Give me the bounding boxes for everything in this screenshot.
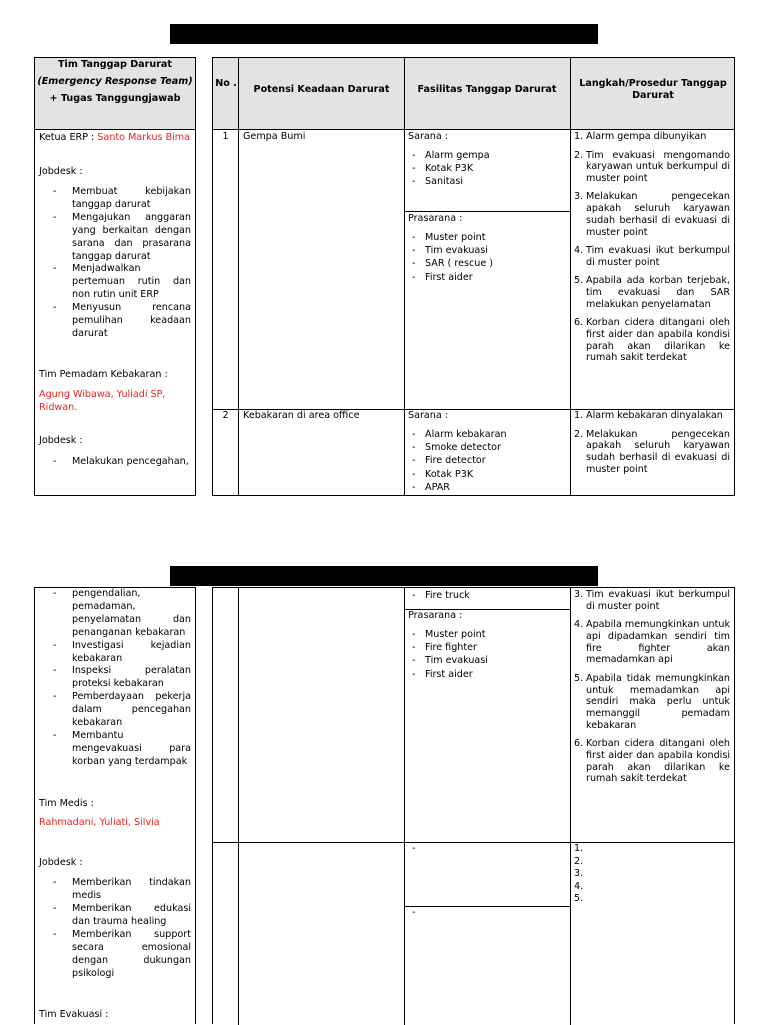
col-divider	[570, 58, 571, 495]
erp-team-panel	[34, 57, 196, 496]
list-item: - Muster point	[408, 628, 566, 641]
header-langkah: Langkah/Prosedur Tanggap Darurat	[579, 78, 727, 101]
col-divider	[404, 58, 405, 495]
list-item: - Kotak P3K	[408, 162, 566, 175]
row3-sarana-dash: -	[412, 843, 416, 854]
list-item: - Mengajukan anggaran yang berkaitan dengan sarana dan prasarana tanggap darurat	[39, 212, 191, 264]
page1-title-bar	[170, 24, 598, 44]
list-item: 5.	[574, 893, 584, 905]
list-item: - Smoke detector	[408, 441, 566, 454]
header-no: No .	[215, 78, 237, 89]
list-item: - APAR	[408, 481, 566, 494]
medis-label: Tim Medis :	[39, 797, 94, 809]
list-item: 3. Tim evakuasi ikut berkumpul di muster point	[574, 589, 730, 612]
list-item: 1. Alarm kebakaran dinyalakan	[574, 410, 723, 421]
ketua-line	[39, 132, 191, 145]
list-item: 5. Apabila ada korban terjebak, tim evakuasi dan SAR melakukan penyelamatan	[574, 275, 730, 310]
sarana-list	[408, 149, 566, 189]
row1-steps	[574, 131, 730, 371]
ketua-task-list	[39, 186, 191, 341]
jobdesk-label-3: Jobdesk :	[39, 856, 83, 868]
list-item: 3. Melakukan pengecekan apakah seluruh karyawan sudah berhasil di evakuasi di muster point	[574, 191, 730, 238]
list-item: - Melakukan pencegahan,	[39, 456, 191, 469]
col-divider	[404, 588, 405, 1025]
erp-team-subtitle: (Emergency Response Team)	[37, 76, 193, 87]
emergency-table	[212, 57, 735, 496]
prasarana-label: Prasarana :	[408, 213, 463, 224]
ketua-name: Santo Markus Bima	[97, 132, 191, 143]
sub-divider	[404, 906, 570, 907]
pemadam-task-list-cont-2	[39, 640, 191, 769]
list-item: 2. Melakukan pengecekan apakah seluruh karyawan sudah berhasil di evakuasi di muster point	[574, 428, 730, 475]
page2-title-bar	[170, 566, 598, 586]
list-item: - Fire detector	[408, 454, 566, 467]
list-item: - Fire truck	[408, 589, 566, 602]
list-item: - Alarm kebakaran	[408, 428, 566, 441]
row1-potensi: Gempa Bumi	[243, 131, 306, 142]
evakuasi-label: Tim Evakuasi :	[39, 1009, 109, 1021]
header-potensi: Potensi Keadaan Darurat	[253, 84, 390, 95]
list-item: 2. Tim evakuasi mengomando karyawan untuk berkumpul di muster point	[574, 149, 730, 184]
medis-task-list	[39, 877, 191, 980]
list-item: - Pemberdayaan pekerja dalam pencegahan kebakaran	[39, 691, 191, 730]
sarana-label: Sarana :	[408, 131, 449, 142]
list-item: - SAR ( rescue )	[408, 257, 566, 270]
jobdesk-label-2: Jobdesk :	[39, 435, 83, 447]
list-item: - Investigasi kejadian kebakaran	[39, 640, 191, 666]
list-item: - Membantu mengevakuasi para korban yang terdampak	[39, 730, 191, 769]
col-divider	[570, 588, 571, 1025]
list-item: - Sanitasi	[408, 175, 566, 188]
list-item: - Memberikan tindakan medis	[39, 877, 191, 903]
ketua-label: Ketua ERP :	[39, 132, 98, 143]
col-divider	[238, 588, 239, 1025]
list-item: - Inspeksi peralatan proteksi kebakaran	[39, 665, 191, 691]
list-item: 3.	[574, 868, 584, 880]
list-item: - Muster point	[408, 231, 566, 244]
list-item: - Kotak P3K	[408, 468, 566, 481]
jobdesk-label: Jobdesk :	[39, 165, 83, 177]
row2-steps	[574, 410, 730, 482]
erp-team-duty: + Tugas Tanggungjawab	[49, 93, 181, 104]
list-item: 5. Apabila tidak memungkinkan untuk memadamkan api sendiri maka perlu untuk memanggil pemadam kebakaran	[574, 672, 730, 731]
list-item: - Tim evakuasi	[408, 654, 566, 667]
row3-steps	[574, 843, 583, 906]
row3-prasarana-dash: -	[412, 907, 416, 918]
prasarana-label: Prasarana :	[408, 610, 463, 621]
list-item: - pengendalian, pemadaman, penyelamatan dan penanganan kebakaran	[39, 588, 191, 640]
row2-no: 2	[222, 410, 229, 421]
prasarana-list	[408, 628, 566, 681]
pemadam-task-list	[39, 456, 191, 469]
emergency-table-cont	[212, 587, 735, 1024]
list-item: - Menyusun rencana pemulihan keadaan darurat	[39, 302, 191, 341]
sarana-list	[408, 428, 566, 494]
row2-sarana	[408, 410, 566, 494]
erp-team-panel-cont	[34, 587, 196, 1024]
erp-team-title: Tim Tanggap Darurat	[58, 59, 172, 70]
erp-team-body-cont	[35, 588, 195, 1022]
row2-steps-cont	[574, 589, 730, 792]
list-item: 4. Apabila memungkinkan untuk api dipadamkan sendiri tim fire fighter akan memadamkan api	[574, 619, 730, 666]
list-item: 4.	[574, 880, 584, 892]
list-item: - Membuat kebijakan tanggap darurat	[39, 186, 191, 212]
row1-no: 1	[222, 131, 229, 142]
list-item: 1.	[574, 843, 584, 854]
row2-potensi: Kebakaran di area office	[243, 410, 360, 421]
list-item: - Memberikan support secara emosional dengan dukungan psikologi	[39, 929, 191, 981]
list-item: - Alarm gempa	[408, 149, 566, 162]
col-divider	[238, 58, 239, 495]
row1-prasarana	[408, 213, 566, 284]
sub-divider	[404, 211, 570, 212]
pemadam-names: Agung Wibawa, Yuliadi SP, Ridwan.	[39, 389, 166, 413]
prasarana-list	[408, 231, 566, 284]
row-divider	[213, 842, 734, 843]
list-item: - Menjadwalkan pertemuan rutin dan non rutin unit ERP	[39, 263, 191, 302]
list-item: 6. Korban cidera ditangani oleh first aider dan apabila kondisi parah akan dilarikan ke rumah sakit terdekat	[574, 317, 730, 364]
erp-team-body	[35, 130, 195, 469]
list-item: - First aider	[408, 668, 566, 681]
pemadam-task-list-cont	[39, 588, 191, 640]
row2-sarana-cont	[408, 589, 566, 602]
sarana-list	[408, 589, 566, 602]
list-item: - Fire fighter	[408, 641, 566, 654]
list-item: - Memberikan edukasi dan trauma healing	[39, 903, 191, 929]
medis-names: Rahmadani, Yuliati, Silvia	[39, 817, 160, 829]
erp-team-header	[35, 58, 195, 130]
list-item: - First aider	[408, 271, 566, 284]
list-item: 1. Alarm gempa dibunyikan	[574, 131, 707, 142]
list-item: 4. Tim evakuasi ikut berkumpul di muster point	[574, 245, 730, 268]
row1-sarana	[408, 131, 566, 189]
list-item: 6. Korban cidera ditangani oleh first aider dan apabila kondisi parah akan dilarikan ke rumah sakit terdekat	[574, 738, 730, 785]
header-fasilitas: Fasilitas Tanggap Darurat	[417, 84, 557, 95]
pemadam-label: Tim Pemadam Kebakaran :	[39, 368, 168, 380]
sarana-label: Sarana :	[408, 410, 449, 421]
list-item: 2.	[574, 855, 584, 867]
row2-prasarana	[408, 610, 566, 681]
list-item: - Tim evakuasi	[408, 244, 566, 257]
